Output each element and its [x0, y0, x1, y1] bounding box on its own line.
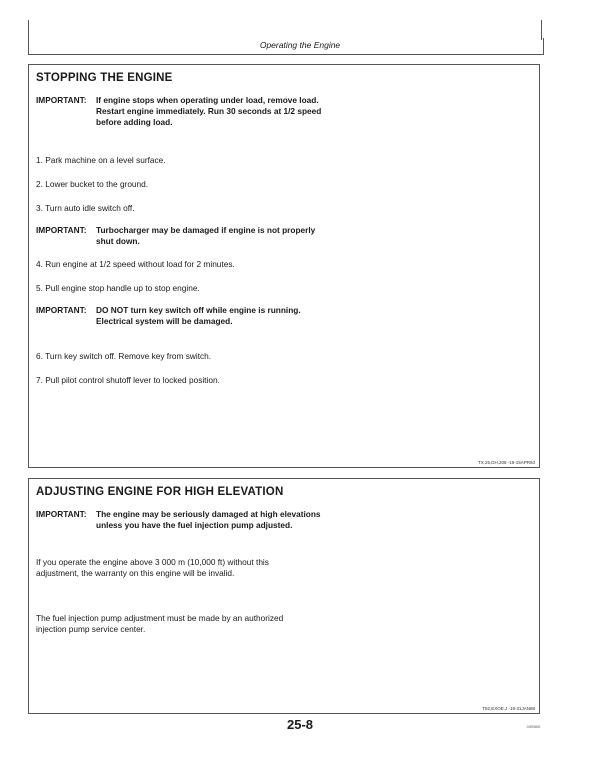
step-4: 4. Run engine at 1/2 speed without load for 2 minutes.: [36, 259, 235, 269]
section-stopping-engine: [28, 64, 540, 468]
step-3: 3. Turn auto idle switch off.: [36, 203, 135, 213]
step-7: 7. Pull pilot control shutoff lever to locked position.: [36, 375, 220, 385]
header-right-rule: [541, 20, 542, 40]
header-left-rule: [28, 20, 29, 40]
step-5: 5. Pull engine stop handle up to stop engine.: [36, 283, 200, 293]
important-text: If engine stops when operating under load, remove load. Restart engine immediately. Run 30 seconds at 1/2 speed before adding load.: [96, 95, 322, 127]
page-number: 25-8: [286, 717, 314, 732]
reference-code: TX,25,DH,208 -19-15APR93: [477, 460, 535, 465]
section-title: ADJUSTING ENGINE FOR HIGH ELEVATION: [36, 486, 284, 498]
step-1: 1. Park machine on a level surface.: [36, 155, 166, 165]
important-label: IMPORTANT:: [36, 225, 87, 235]
footer-code: 030569: [526, 724, 540, 729]
important-label: IMPORTANT:: [36, 95, 87, 105]
important-text: The engine may be seriously damaged at high elevations unless you have the fuel injection pump adjusted.: [96, 509, 321, 530]
important-label: IMPORTANT:: [36, 305, 87, 315]
important-text: DO NOT turn key switch off while engine is running. Electrical system will be damaged.: [96, 305, 301, 326]
important-note: [36, 95, 326, 128]
important-label: IMPORTANT:: [36, 509, 87, 519]
step-2: 2. Lower bucket to the ground.: [36, 179, 149, 189]
step-6: 6. Turn key switch off. Remove key from switch.: [36, 351, 212, 361]
important-note: [36, 305, 326, 327]
section-title: STOPPING THE ENGINE: [36, 72, 173, 84]
important-text: Turbocharger may be damaged if engine is not properly shut down.: [96, 225, 316, 246]
important-note: [36, 225, 326, 247]
paragraph-warranty: If you operate the engine above 3 000 m (10,000 ft) without this adjustment, the warranty on this engine will be invalid.: [36, 557, 269, 578]
section-high-elevation: [28, 478, 540, 714]
important-note: [36, 509, 326, 531]
reference-code: T82,EXOE,J -19-31JAN88: [482, 706, 535, 711]
paragraph-adjustment: The fuel injection pump adjustment must be made by an authorized injection pump service center.: [36, 613, 284, 634]
page-header-title: Operating the Engine: [259, 40, 341, 50]
